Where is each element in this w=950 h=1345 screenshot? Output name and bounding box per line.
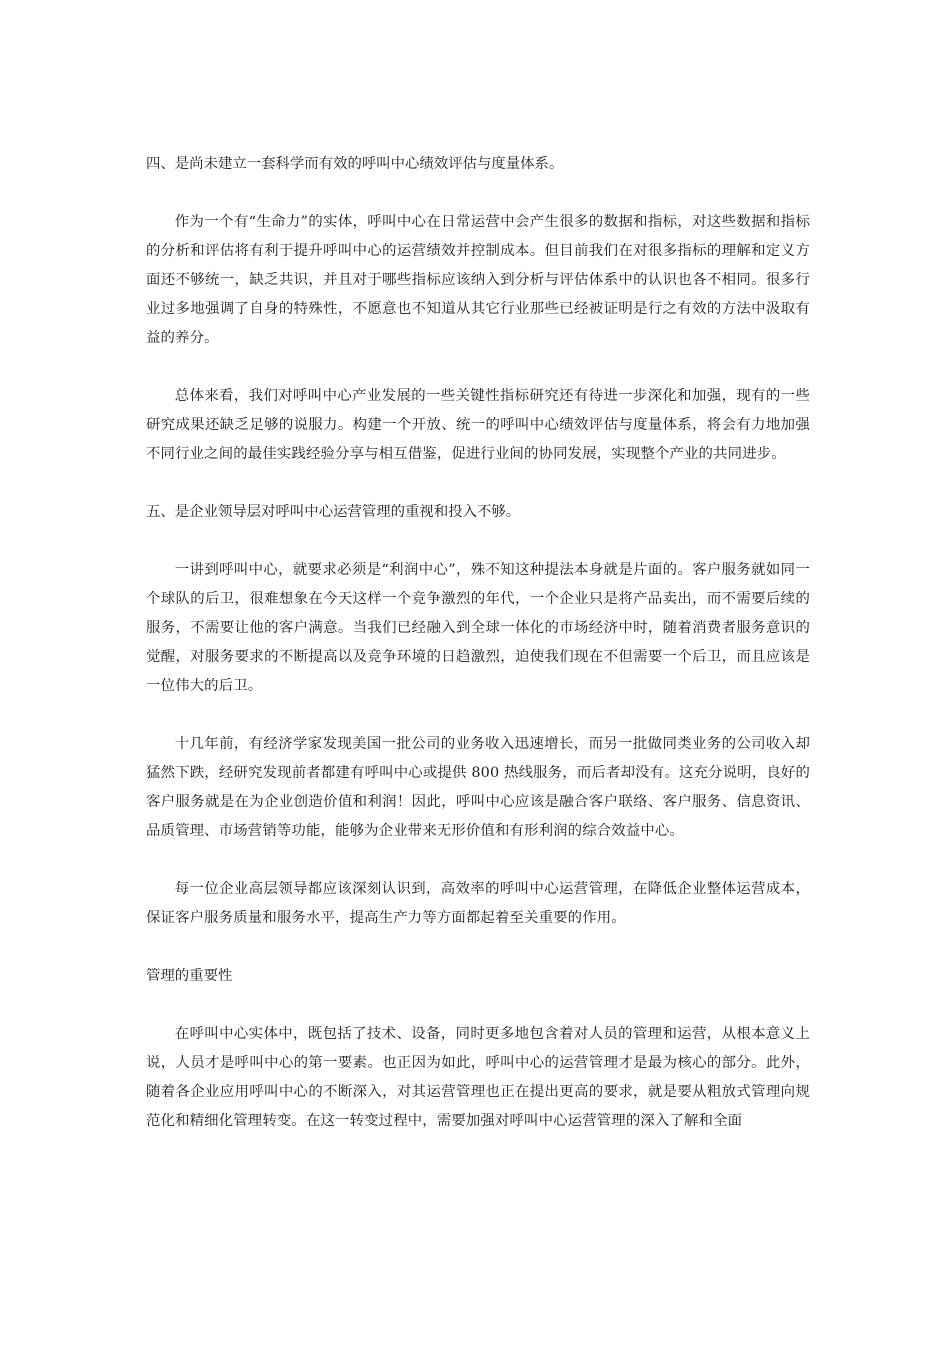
paragraph-metrics-summary: 总体来看，我们对呼叫中心产业发展的一些关键性指标研究还有待进一步深化和加强，现有的一些研究成果还缺乏足够的说服力。构建一个开放、统一的呼叫中心绩效评估与度量体系，将会有力地加强不同行业之间的最佳实践经验分享与相互借鉴，促进行业间的协同发展，实现整个产业的共同进步。: [146, 388, 810, 462]
section-heading-4: 四、是尚未建立一套科学而有效的呼叫中心绩效评估与度量体系。: [146, 156, 564, 172]
paragraph-economists-study: 十几年前，有经济学家发现美国一批公司的业务收入迅速增长，而另一批做同类业务的公司收入却猛然下跌，经研究发现前者都建有呼叫中心或提供 800 热线服务，而后者却没有。这充分说明，良好的客户服务就是在为企业创造价值和利润！因此，呼叫中心应该是融合客户联络、客户服务、信息资讯、品质管理、市场营销等功能，能够为企业带来无形价值和有形利润的综合效益中心。: [146, 736, 810, 839]
section-heading-5: 五、是企业领导层对呼叫中心运营管理的重视和投入不够。: [146, 504, 521, 520]
document-body: [146, 150, 810, 1136]
paragraph-metrics-analysis: 作为一个有“生命力”的实体，呼叫中心在日常运营中会产生很多的数据和指标，对这些数据和指标的分析和评估将有利于提升呼叫中心的运营绩效并控制成本。但目前我们在对很多指标的理解和定义方面还不够统一，缺乏共识，并且对于哪些指标应该纳入到分析与评估体系中的认识也各不相同。很多行业过多地强调了自身的特殊性，不愿意也不知道从其它行业那些已经被证明是行之有效的方法中汲取有益的养分。: [146, 214, 810, 346]
paragraph-management-importance: 在呼叫中心实体中，既包括了技术、设备，同时更多地包含着对人员的管理和运营，从根本意义上说，人员才是呼叫中心的第一要素。也正因为如此，呼叫中心的运营管理才是最为核心的部分。此外，随着各企业应用呼叫中心的不断深入，对其运营管理也正在提出更高的要求，就是要从粗放式管理向规范化和精细化管理转变。在这一转变过程中，需要加强对呼叫中心运营管理的深入了解和全面: [146, 1026, 810, 1129]
paragraph-profit-center: 一讲到呼叫中心，就要求必须是“利润中心”，殊不知这种提法本身就是片面的。客户服务就如同一个球队的后卫，很难想象在今天这样一个竞争激烈的年代，一个企业只是将产品卖出，而不需要后续的服务，不需要让他的客户满意。当我们已经融入到全球一体化的市场经济中时，随着消费者服务意识的觉醒，对服务要求的不断提高以及竞争环境的日趋激烈，迫使我们现在不但需要一个后卫，而且应该是一位伟大的后卫。: [146, 562, 810, 694]
paragraph-leadership-awareness: 每一位企业高层领导都应该深刻认识到，高效率的呼叫中心运营管理，在降低企业整体运营成本，保证客户服务质量和服务水平，提高生产力等方面都起着至关重要的作用。: [146, 881, 810, 926]
section-heading-management: 管理的重要性: [146, 968, 233, 984]
